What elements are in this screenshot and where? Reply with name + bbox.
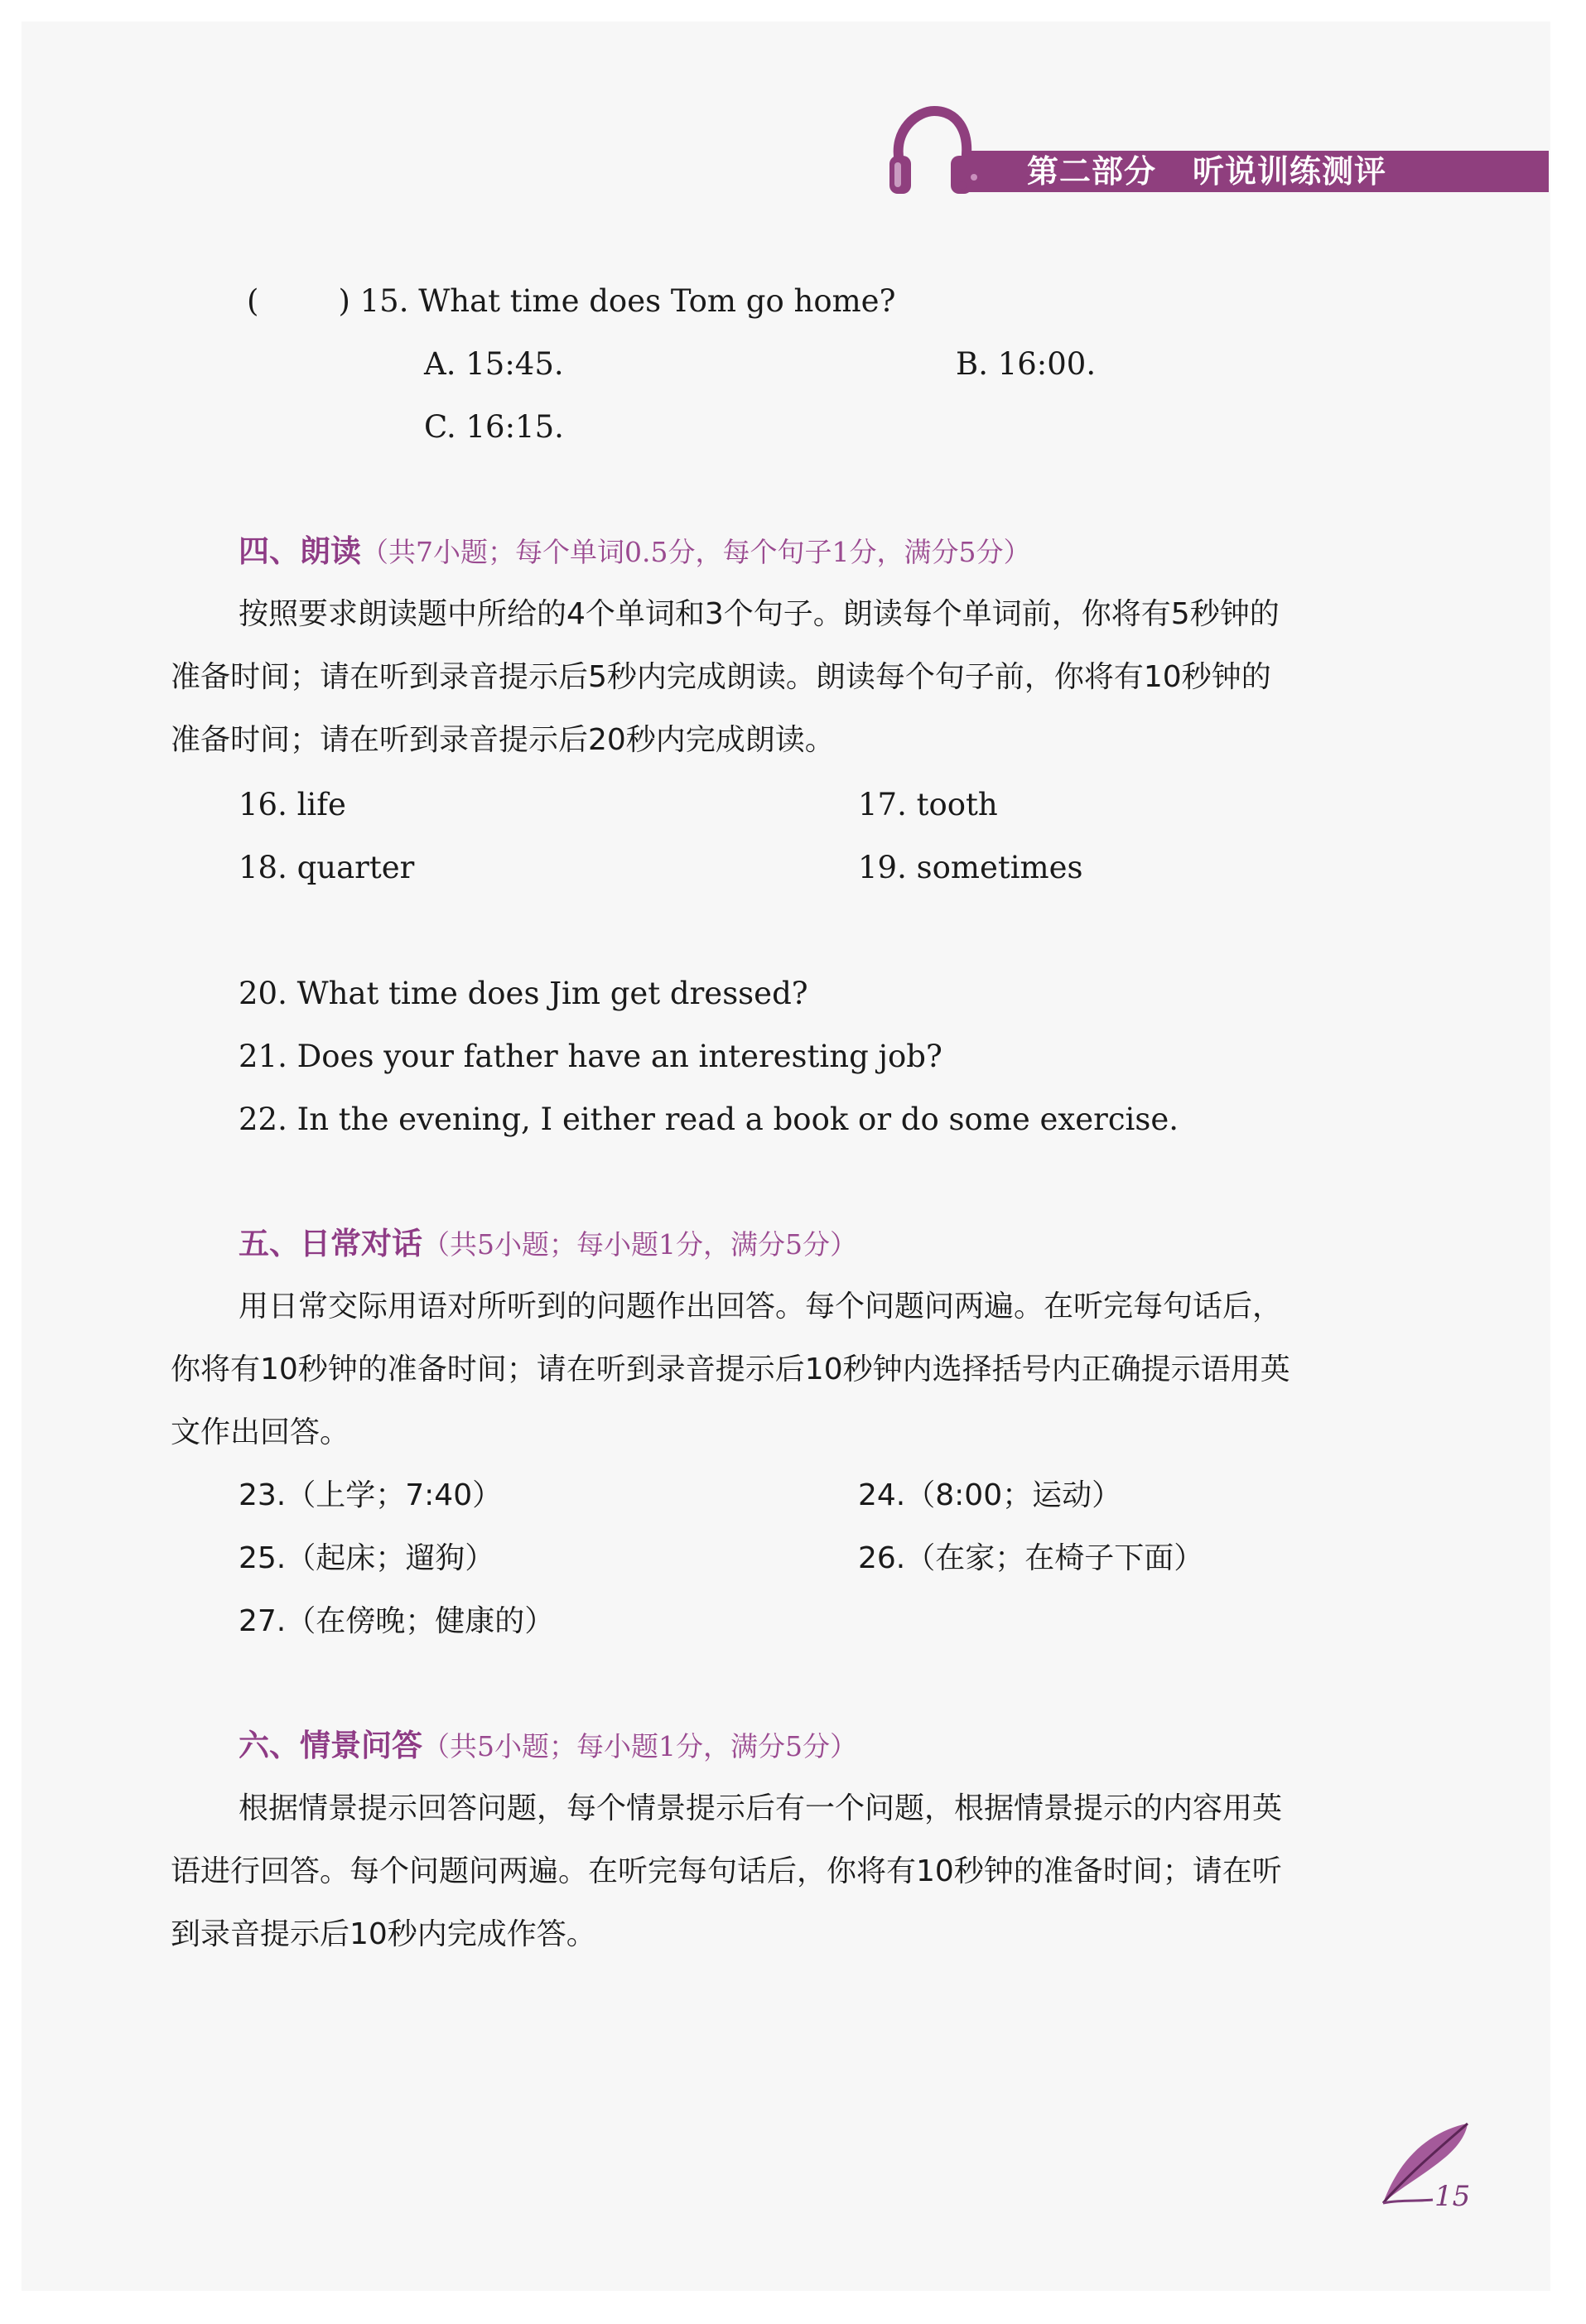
dialogue-item-23: 23.（上学；7:40）: [239, 1478, 503, 1512]
dialogue-item-26: 26.（在家；在椅子下面）: [858, 1541, 1204, 1575]
section5-instruction-1: 用日常交际用语对所听到的问题作出回答。每个问题问两遍。在听完每句话后，: [239, 1290, 1283, 1324]
section5-title: 五、日常对话: [239, 1226, 422, 1261]
section5-instruction-2: 你将有10秒钟的准备时间；请在听到录音提示后10秒钟内选择括号内正确提示语用英: [171, 1352, 1290, 1386]
section4-heading: [239, 532, 1030, 572]
q15-question: 15. What time does Tom go home?: [359, 283, 896, 319]
word-18: 18. quarter: [239, 850, 415, 885]
q15-option-b: B. 16:00.: [956, 346, 1097, 382]
dialogue-item-24: 24.（8:00；运动）: [858, 1478, 1122, 1512]
section6-instruction-3: 到录音提示后10秒内完成作答。: [171, 1917, 596, 1951]
q15-paren-open: (: [247, 283, 259, 319]
section6-instruction-2: 语进行回答。每个问题问两遍。在听完每句话后，你将有10秒钟的准备时间；请在听: [171, 1854, 1282, 1888]
word-19: 19. sometimes: [858, 850, 1083, 885]
word-16: 16. life: [239, 787, 346, 822]
q15-paren-close: ): [338, 283, 350, 319]
section4-instruction-3: 准备时间；请在听到录音提示后20秒内完成朗读。: [171, 723, 835, 757]
page-number: 15: [1434, 2180, 1471, 2213]
section6-heading: [239, 1726, 857, 1767]
header-part: 第二部分: [1027, 153, 1157, 190]
q15-line: [247, 282, 895, 321]
q15-option-c: C. 16:15.: [424, 409, 564, 445]
word-17: 17. tooth: [858, 787, 998, 822]
section5-note: （共5小题；每小题1分，满分5分）: [422, 1228, 857, 1261]
section4-instruction-1: 按照要求朗读题中所给的4个单词和3个句子。朗读每个单词前，你将有5秒钟的: [239, 597, 1280, 631]
header-title: [1027, 152, 1386, 190]
sentence-22: 22. In the evening, I either read a book or do some exercise.: [239, 1102, 1179, 1137]
dialogue-item-27: 27.（在傍晚；健康的）: [239, 1604, 555, 1638]
sentence-21: 21. Does your father have an interesting job?: [239, 1039, 942, 1074]
section4-title: 四、朗读: [239, 533, 361, 569]
sentence-20: 20. What time does Jim get dressed?: [239, 976, 808, 1011]
section6-title: 六、情景问答: [239, 1728, 422, 1763]
header-dots-icon: [957, 166, 982, 190]
section4-instruction-2: 准备时间；请在听到录音提示后5秒内完成朗读。朗读每个句子前，你将有10秒钟的: [171, 660, 1271, 694]
section6-instruction-1: 根据情景提示回答问题，每个情景提示后有一个问题，根据情景提示的内容用英: [239, 1791, 1283, 1825]
section4-note: （共7小题；每个单词0.5分，每个句子1分，满分5分）: [361, 536, 1031, 568]
section5-instruction-3: 文作出回答。: [171, 1415, 350, 1449]
header-subtitle: 听说训练测评: [1193, 153, 1387, 190]
section5-heading: [239, 1224, 857, 1265]
dialogue-item-25: 25.（起床；遛狗）: [239, 1541, 495, 1575]
q15-option-a: A. 15:45.: [424, 346, 564, 382]
section6-note: （共5小题；每小题1分，满分5分）: [422, 1730, 857, 1762]
